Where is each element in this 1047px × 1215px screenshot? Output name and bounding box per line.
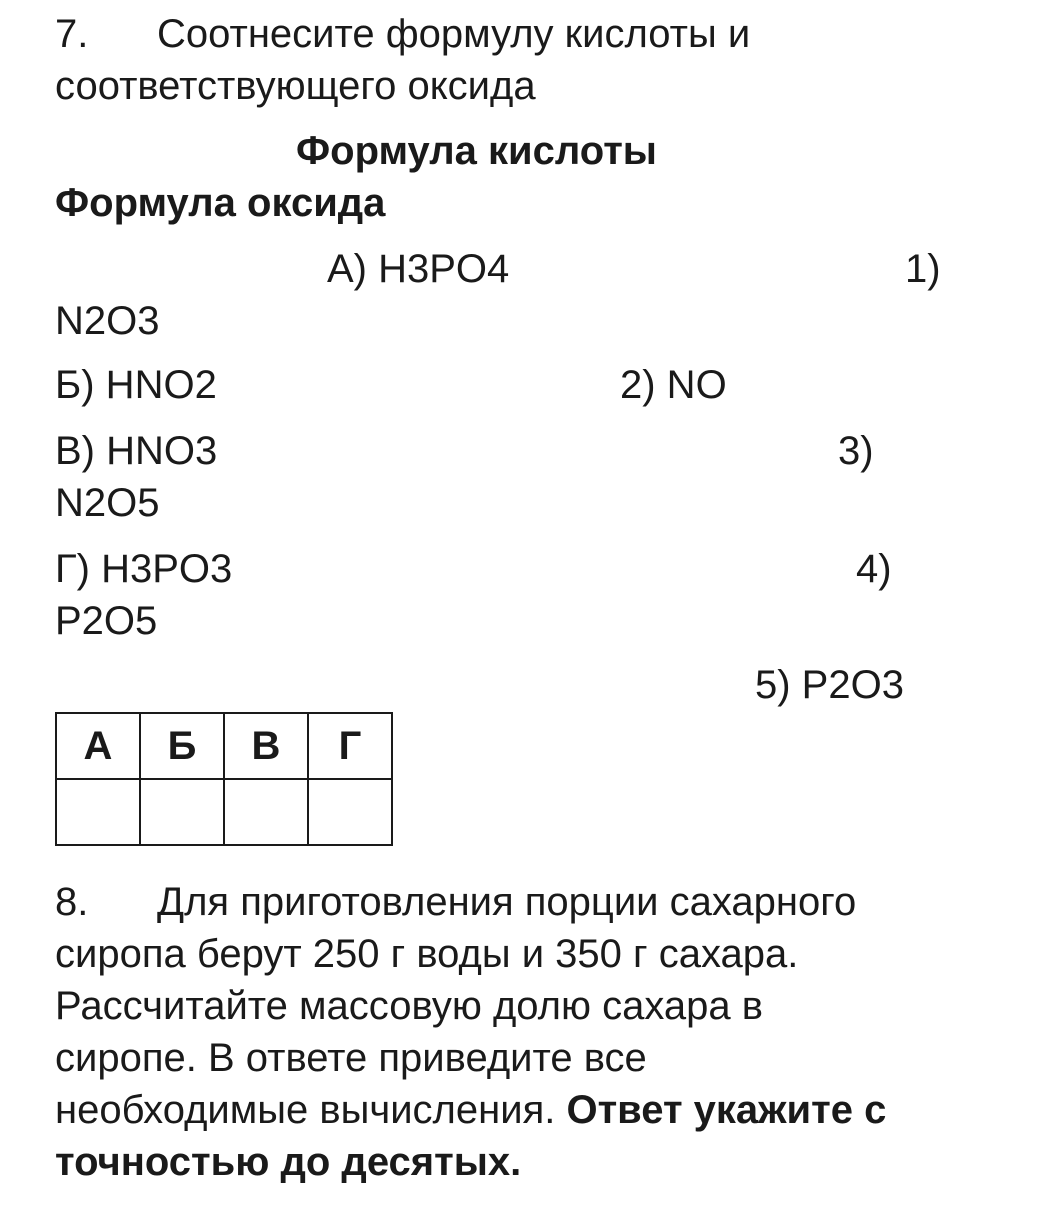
- oxide-3-formula: N2O5: [55, 481, 160, 525]
- acid-b: Б) HNO2: [55, 363, 217, 407]
- header-acid: Формула кислоты: [296, 129, 657, 173]
- q8-line3: Рассчитайте массовую долю сахара в: [55, 984, 764, 1028]
- answer-header-v: В: [224, 713, 308, 779]
- q8-line5: [55, 1084, 886, 1136]
- cut-off-next-line: [0, 1200, 1047, 1215]
- q8-line1-text: Для приготовления порции сахарного: [157, 880, 857, 924]
- q7-title-line2: соответствующего оксида: [55, 64, 536, 108]
- oxide-4-num: 4): [856, 547, 892, 591]
- q8-line6: точностью до десятых.: [55, 1140, 522, 1184]
- oxide-1-formula: N2O3: [55, 299, 160, 343]
- q8-line4: сиропе. В ответе приведите все: [55, 1036, 647, 1080]
- answer-header-a: А: [56, 713, 140, 779]
- answer-header-b: Б: [140, 713, 224, 779]
- acid-v: В) HNO3: [55, 429, 218, 473]
- oxide-5: 5) P2O3: [755, 663, 904, 707]
- q7-title-line1: [55, 8, 750, 60]
- cut-glyph-tops: [55, 1200, 515, 1215]
- oxide-2: 2) NO: [620, 363, 727, 407]
- acid-a: А) H3PO4: [327, 247, 510, 291]
- q8-number: 8.: [55, 880, 89, 924]
- q7-title-text: Соотнесите формулу кислоты и: [157, 12, 751, 56]
- q8-line2: сиропа берут 250 г воды и 350 г сахара.: [55, 932, 799, 976]
- q8-line1: [55, 876, 856, 928]
- q8-line5-normal: необходимые вычисления.: [55, 1088, 567, 1132]
- answer-table: [55, 712, 393, 846]
- q7-number: 7.: [55, 12, 89, 56]
- header-oxide: Формула оксида: [55, 181, 386, 225]
- answer-table-input-row: [56, 779, 392, 845]
- q8-line5-bold: Ответ укажите с: [566, 1088, 887, 1132]
- acid-g: Г) H3PO3: [55, 547, 233, 591]
- oxide-4-formula: P2O5: [55, 599, 158, 643]
- oxide-1-num: 1): [905, 247, 941, 291]
- answer-cell-b[interactable]: [140, 779, 224, 845]
- answer-cell-v[interactable]: [224, 779, 308, 845]
- answer-header-g: Г: [308, 713, 392, 779]
- oxide-3-num: 3): [838, 429, 874, 473]
- answer-cell-g[interactable]: [308, 779, 392, 845]
- answer-table-header-row: [56, 713, 392, 779]
- answer-cell-a[interactable]: [56, 779, 140, 845]
